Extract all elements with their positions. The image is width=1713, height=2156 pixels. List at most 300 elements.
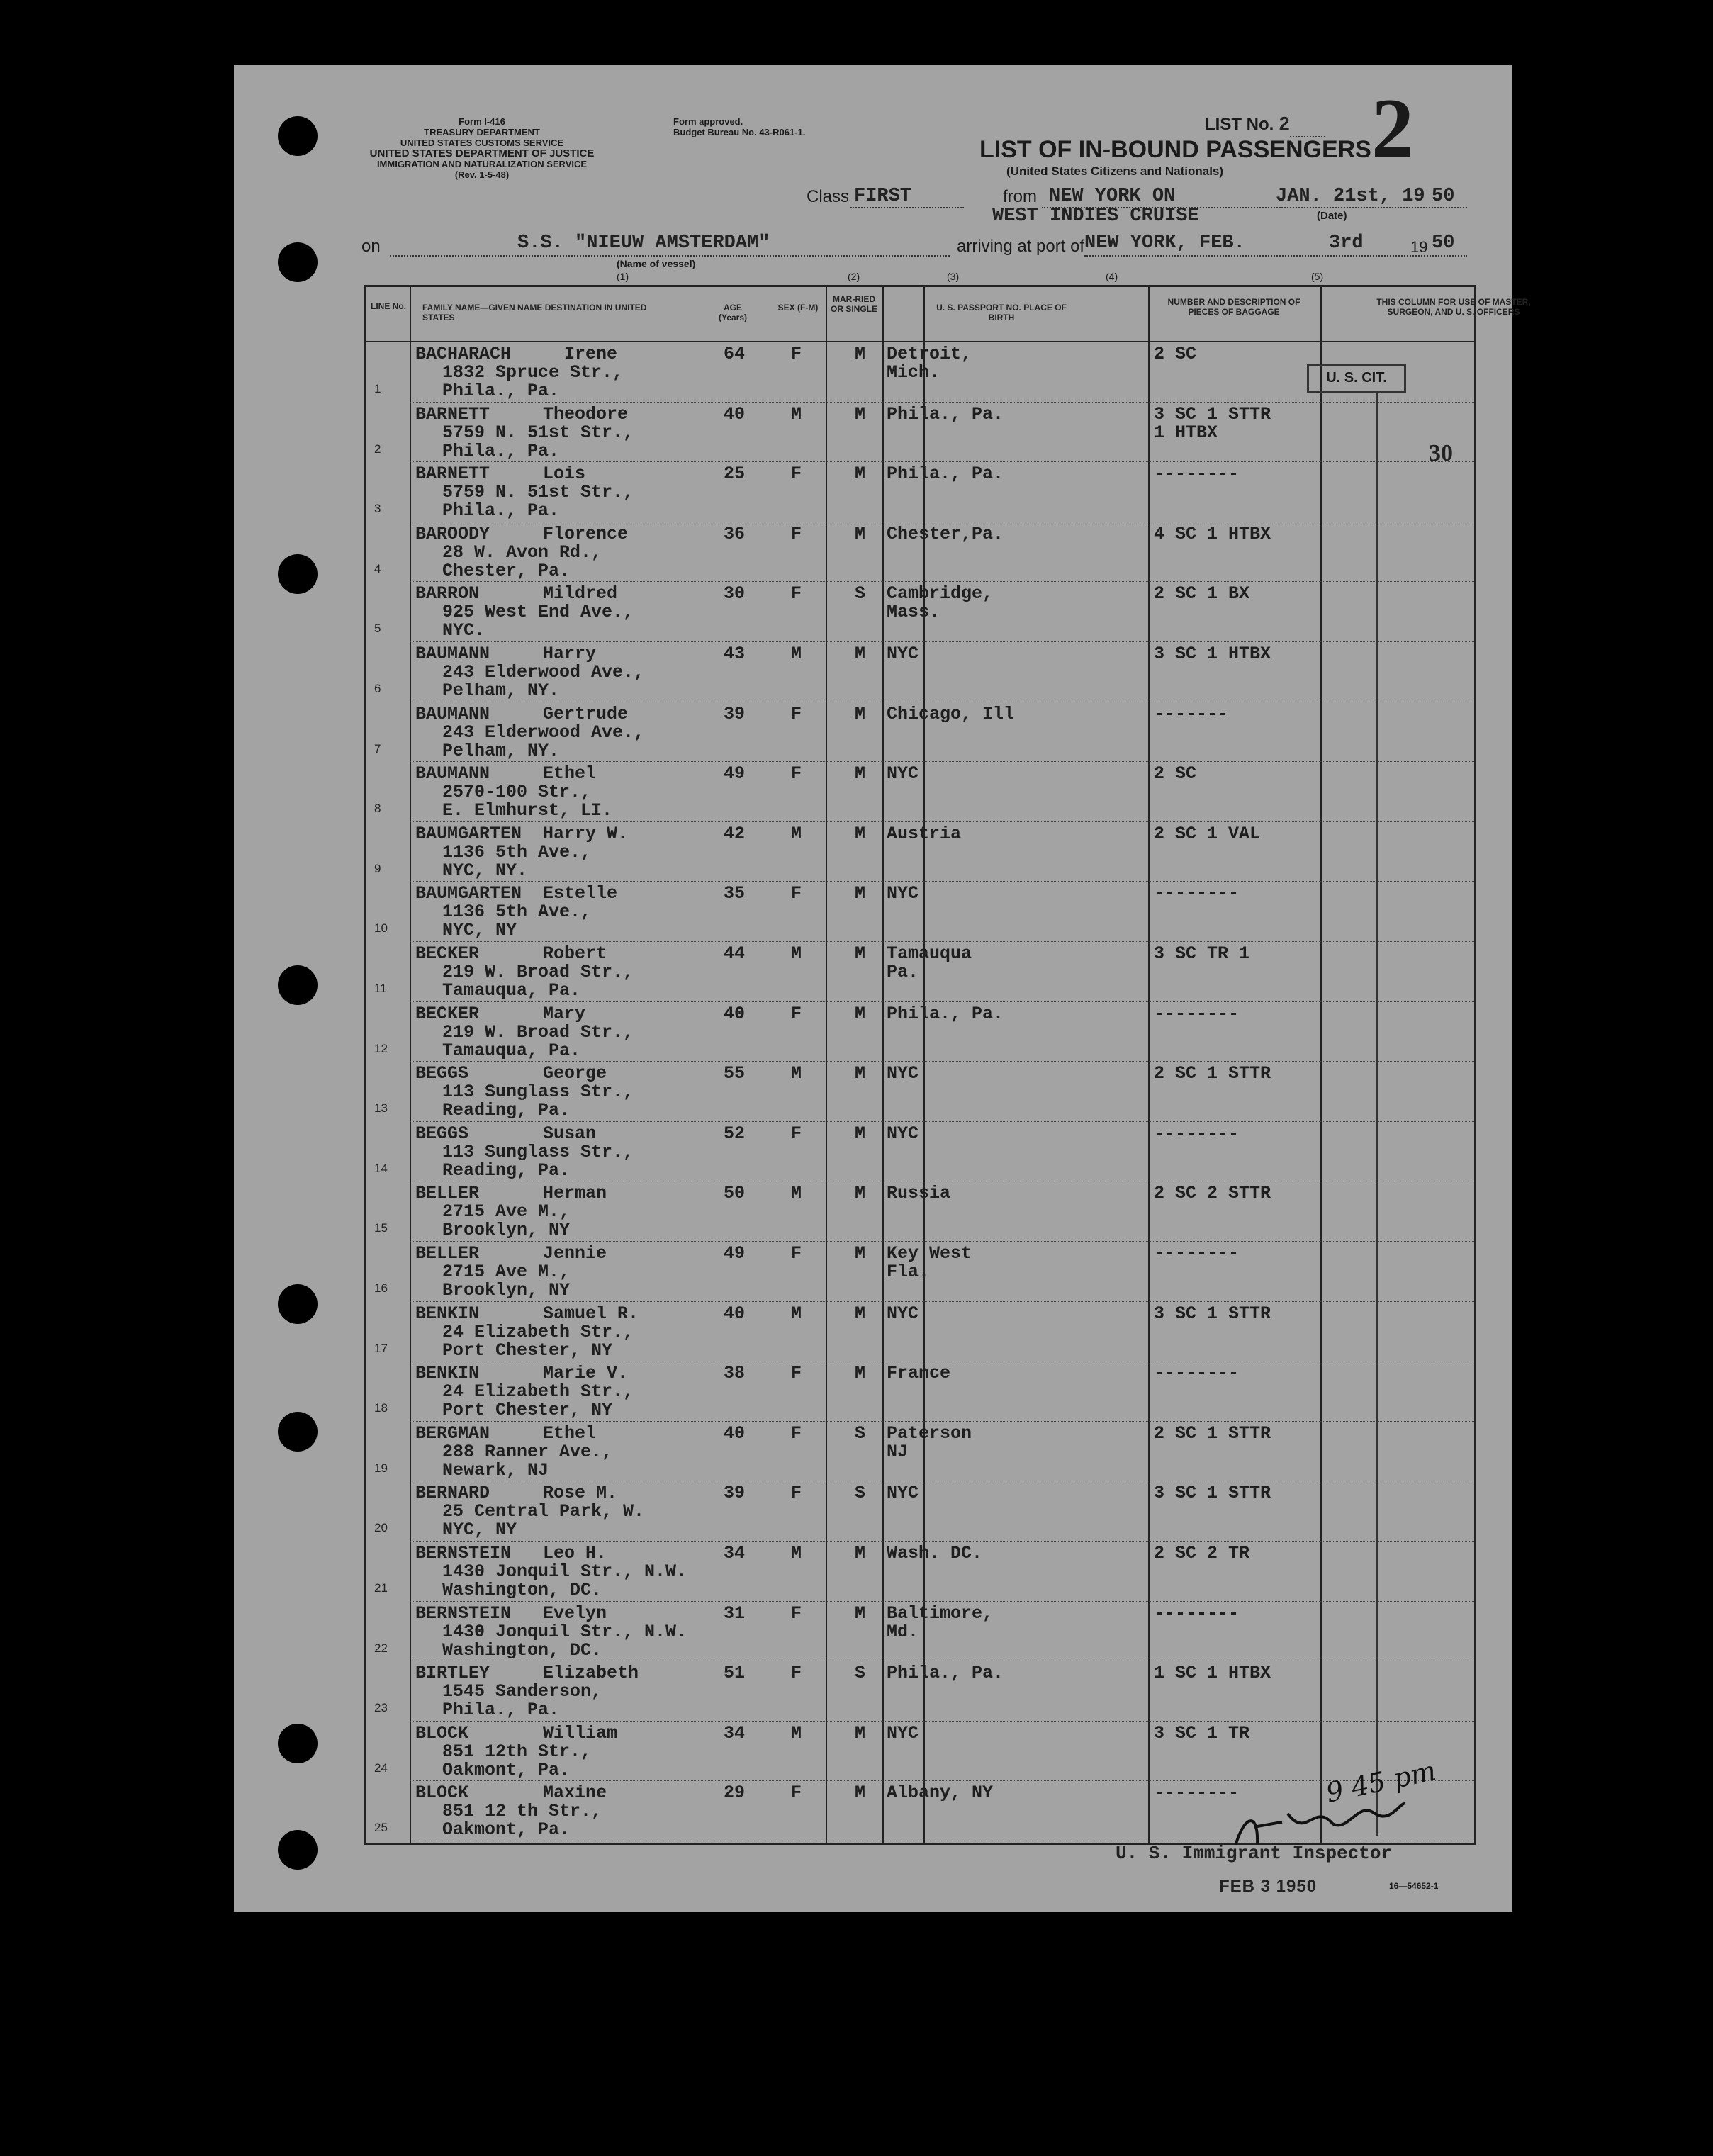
birthplace-line-1: France xyxy=(887,1363,951,1384)
address-line-1: 2570-100 Str., xyxy=(442,782,592,803)
punch-hole xyxy=(278,1830,318,1870)
address-line-1: 5759 N. 51st Str., xyxy=(442,482,634,503)
list-label: LIST No. xyxy=(1205,115,1274,134)
big-list-number: 2 xyxy=(1371,81,1414,175)
address-line-2: Pelham, NY. xyxy=(442,680,560,701)
sex: F xyxy=(791,1782,802,1804)
age: 40 xyxy=(724,403,746,425)
table-row xyxy=(366,1062,1474,1122)
age: 55 xyxy=(724,1063,746,1084)
on-label: on xyxy=(361,237,381,256)
birthplace-line-1: Paterson xyxy=(887,1422,972,1444)
passenger-name: BERNSTEIN Evelyn xyxy=(415,1602,607,1624)
passenger-name: BAUMANN Gertrude xyxy=(415,703,629,724)
address-line-2: Washington, DC. xyxy=(442,1580,602,1600)
address-line-2: Pelham, NY. xyxy=(442,740,560,761)
age: 35 xyxy=(724,883,746,904)
baggage-line-1: -------- xyxy=(1154,1363,1240,1384)
birthplace-line-1: Chester,Pa. xyxy=(887,523,1004,544)
table-row xyxy=(366,462,1474,522)
passenger-name: BARRON Mildred xyxy=(415,583,618,605)
sex: F xyxy=(791,583,802,605)
line-number: 6 xyxy=(374,682,381,695)
passenger-name: BECKER Mary xyxy=(415,1003,586,1024)
sex: F xyxy=(791,703,802,724)
address-line-1: 219 W. Broad Str., xyxy=(442,1021,634,1043)
marital-status: M xyxy=(855,703,866,724)
baggage-line-1: ------- xyxy=(1154,703,1229,724)
age: 40 xyxy=(724,1303,746,1324)
birthplace-line-1: Baltimore, xyxy=(887,1602,994,1624)
marital-status: M xyxy=(855,523,866,544)
baggage-line-1: 2 SC xyxy=(1154,763,1197,785)
address-line-1: 1430 Jonquil Str., N.W. xyxy=(442,1561,687,1582)
baggage-line-2: 1 HTBX xyxy=(1154,422,1218,443)
passenger-name: BAUMGARTEN Harry W. xyxy=(415,823,629,844)
line-number: 16 xyxy=(374,1281,388,1295)
age: 25 xyxy=(724,464,746,485)
age: 40 xyxy=(724,1422,746,1444)
us-citizen-stamp: U. S. CIT. xyxy=(1307,364,1406,393)
form-page xyxy=(234,65,1531,1912)
birthplace-line-2: Mass. xyxy=(887,602,940,623)
age: 40 xyxy=(724,1003,746,1024)
marital-status: M xyxy=(855,1303,866,1324)
line-number: 12 xyxy=(374,1041,388,1055)
form-title: LIST OF IN-BOUND PASSENGERS xyxy=(979,136,1371,163)
passenger-name: BELLER Herman xyxy=(415,1183,607,1204)
age: 34 xyxy=(724,1543,746,1563)
line-number: 21 xyxy=(374,1581,388,1595)
table-row xyxy=(366,1002,1474,1062)
age: 31 xyxy=(724,1602,746,1624)
birthplace-line-1: NYC xyxy=(887,1063,919,1084)
address-line-1: 288 Ranner Ave., xyxy=(442,1441,613,1462)
line-number: 25 xyxy=(374,1821,388,1835)
line-number: 1 xyxy=(374,382,381,395)
marital-status: S xyxy=(855,1483,866,1504)
age: 30 xyxy=(724,583,746,605)
table-row xyxy=(366,1602,1474,1662)
address-line-1: 24 Elizabeth Str., xyxy=(442,1321,634,1342)
marital-status: M xyxy=(855,883,866,904)
class-value: FIRST xyxy=(854,186,912,207)
birthplace-line-1: NYC xyxy=(887,1303,919,1324)
line-number: 7 xyxy=(374,741,381,756)
line-number: 5 xyxy=(374,622,381,636)
marital-status: M xyxy=(855,1722,866,1744)
marital-status: M xyxy=(855,344,866,364)
marital-status: M xyxy=(855,943,866,964)
marital-status: M xyxy=(855,1003,866,1024)
punch-hole xyxy=(278,965,318,1005)
table-row xyxy=(366,1302,1474,1362)
age: 36 xyxy=(724,523,746,544)
line-number: 19 xyxy=(374,1461,388,1475)
passenger-name: BAROODY Florence xyxy=(415,523,629,544)
birthplace-line-1: Key West xyxy=(887,1243,972,1264)
address-line-1: 851 12 th Str., xyxy=(442,1801,602,1822)
address-line-1: 243 Elderwood Ave., xyxy=(442,722,645,743)
sex: F xyxy=(791,1483,802,1504)
arrival-year-prefix: 19 xyxy=(1410,238,1428,256)
table-row xyxy=(366,942,1474,1002)
marital-status: M xyxy=(855,1123,866,1144)
age: 39 xyxy=(724,1483,746,1504)
age: 39 xyxy=(724,703,746,724)
table-row xyxy=(366,1661,1474,1722)
age: 52 xyxy=(724,1123,746,1144)
age: 43 xyxy=(724,644,746,664)
ins-service: IMMIGRATION AND NATURALIZATION SERVICE xyxy=(376,159,588,169)
passenger-name: BLOCK William xyxy=(415,1722,618,1744)
list-number xyxy=(1205,115,1290,136)
sex: M xyxy=(791,1183,802,1204)
address-line-2: Phila., Pa. xyxy=(442,500,560,522)
sex: F xyxy=(791,763,802,785)
address-line-2: E. Elmhurst, LI. xyxy=(442,800,613,821)
col-header-passport: U. S. PASSPORT NO. PLACE OF BIRTH xyxy=(936,303,1067,322)
sex: M xyxy=(791,823,802,844)
address-line-2: NYC. xyxy=(442,620,485,641)
baggage-line-1: -------- xyxy=(1154,1243,1240,1264)
address-line-1: 1430 Jonquil Str., N.W. xyxy=(442,1621,687,1642)
address-line-1: 243 Elderwood Ave., xyxy=(442,662,645,683)
sex: F xyxy=(791,1003,802,1024)
birthplace-line-1: NYC xyxy=(887,763,919,785)
line-number: 18 xyxy=(374,1401,388,1415)
sex: F xyxy=(791,1123,802,1144)
birthplace-line-2: Mich. xyxy=(887,362,940,383)
address-line-1: 1136 5th Ave., xyxy=(442,841,592,863)
line-number: 9 xyxy=(374,861,381,875)
punch-hole xyxy=(278,1284,318,1324)
passenger-name: BAUMGARTEN Estelle xyxy=(415,883,618,904)
address-line-1: 1136 5th Ave., xyxy=(442,902,592,923)
margin-count: 30 xyxy=(1429,440,1453,466)
agency-block xyxy=(354,116,610,180)
vessel-name: S.S. "NIEUW AMSTERDAM" xyxy=(517,232,770,254)
address-line-2: Port Chester, NY xyxy=(442,1400,613,1421)
col-header-age: AGE (Years) xyxy=(718,303,748,322)
baggage-line-1: 2 SC 2 STTR xyxy=(1154,1183,1271,1204)
address-line-2: NYC, NY. xyxy=(442,860,528,881)
age: 29 xyxy=(724,1782,746,1804)
sex: F xyxy=(791,464,802,485)
table-row xyxy=(366,522,1474,583)
passenger-name: BEGGS George xyxy=(415,1063,607,1084)
col-header-sex: SEX (F-M) xyxy=(777,303,819,313)
birthplace-line-1: Russia xyxy=(887,1183,951,1204)
marital-status: M xyxy=(855,1063,866,1084)
punch-hole xyxy=(278,116,318,156)
birthplace-line-1: Wash. DC. xyxy=(887,1543,983,1563)
birthplace-line-1: Chicago, Ill xyxy=(887,703,1015,724)
punch-hole xyxy=(278,242,318,282)
customs-service: UNITED STATES CUSTOMS SERVICE xyxy=(400,137,564,148)
passenger-name: BACHARACH Irene xyxy=(415,344,618,364)
approval-line: Form approved. xyxy=(673,116,743,127)
baggage-line-1: 4 SC 1 HTBX xyxy=(1154,523,1271,544)
sex: M xyxy=(791,943,802,964)
line-number: 24 xyxy=(374,1761,388,1775)
table-row xyxy=(366,882,1474,942)
age: 64 xyxy=(724,344,746,364)
col-header-baggage: NUMBER AND DESCRIPTION OF PIECES OF BAGGAGE xyxy=(1167,297,1301,317)
address-line-2: Phila., Pa. xyxy=(442,381,560,401)
baggage-line-1: -------- xyxy=(1154,1602,1240,1624)
passenger-name: BARNETT Theodore xyxy=(415,403,629,425)
table-row xyxy=(366,1181,1474,1242)
marital-status: M xyxy=(855,464,866,485)
table-row xyxy=(366,1481,1474,1542)
line-number: 8 xyxy=(374,802,381,816)
line-number: 4 xyxy=(374,561,381,576)
address-line-1: 24 Elizabeth Str., xyxy=(442,1381,634,1403)
col-header-officers: THIS COLUMN FOR USE OF MASTER, SURGEON, AND U. S. OFFICERS xyxy=(1376,297,1531,317)
table-row xyxy=(366,1361,1474,1422)
baggage-line-1: 1 SC 1 HTBX xyxy=(1154,1663,1271,1684)
baggage-line-1: -------- xyxy=(1154,1123,1240,1144)
form-subtitle: (United States Citizens and Nationals) xyxy=(1006,164,1224,178)
address-line-2: Washington, DC. xyxy=(442,1639,602,1661)
sex: M xyxy=(791,1063,802,1084)
address-line-1: 851 12th Str., xyxy=(442,1741,592,1762)
sex: M xyxy=(791,1722,802,1744)
baggage-line-1: 3 SC 1 STTR xyxy=(1154,1303,1271,1324)
table-row xyxy=(366,642,1474,702)
birthplace-line-1: NYC xyxy=(887,644,919,664)
baggage-line-1: 3 SC 1 STTR xyxy=(1154,1483,1271,1504)
form-number: Form I-416 xyxy=(459,116,505,127)
birthplace-line-1: NYC xyxy=(887,1722,919,1744)
form-print-code: 16—54652-1 xyxy=(1389,1881,1439,1891)
line-number: 23 xyxy=(374,1701,388,1715)
punch-hole xyxy=(278,1724,318,1763)
baggage-line-1: 3 SC TR 1 xyxy=(1154,943,1250,964)
address-line-2: Newark, NJ xyxy=(442,1459,549,1481)
baggage-line-1: -------- xyxy=(1154,883,1240,904)
birthplace-line-1: Phila., Pa. xyxy=(887,1663,1004,1684)
birthplace-line-2: Pa. xyxy=(887,962,919,982)
vessel-caption: (Name of vessel) xyxy=(617,258,696,269)
birthplace-line-2: Md. xyxy=(887,1621,919,1642)
inspector-title: U. S. Immigrant Inspector xyxy=(1116,1843,1393,1864)
passenger-name: BARNETT Lois xyxy=(415,464,586,485)
punch-hole xyxy=(278,1412,318,1452)
col-num-1: (1) xyxy=(617,271,629,282)
table-row xyxy=(366,403,1474,463)
table-row xyxy=(366,1542,1474,1602)
line-number: 11 xyxy=(374,982,387,995)
inspection-date: FEB 3 1950 xyxy=(1219,1877,1318,1896)
line-number: 14 xyxy=(374,1161,388,1175)
col-num-4: (4) xyxy=(1106,271,1118,282)
address-line-1: 925 West End Ave., xyxy=(442,602,634,623)
birthplace-line-2: Fla. xyxy=(887,1262,930,1282)
address-line-1: 113 Sunglass Str., xyxy=(442,1141,634,1162)
marital-status: M xyxy=(855,1782,866,1804)
revision: (Rev. 1-5-48) xyxy=(454,169,510,180)
line-number: 15 xyxy=(374,1221,388,1235)
marital-status: S xyxy=(855,1422,866,1444)
birthplace-line-1: Austria xyxy=(887,823,962,844)
passenger-name: BAUMANN Harry xyxy=(415,644,597,664)
address-line-1: 5759 N. 51st Str., xyxy=(442,422,634,443)
col-num-3: (3) xyxy=(947,271,960,282)
baggage-line-1: 2 SC xyxy=(1154,344,1197,364)
sex: F xyxy=(791,1422,802,1444)
sex: M xyxy=(791,403,802,425)
baggage-line-1: 2 SC 2 TR xyxy=(1154,1543,1250,1563)
marital-status: M xyxy=(855,1183,866,1204)
address-line-2: Brooklyn, NY xyxy=(442,1280,571,1301)
baggage-line-1: 3 SC 1 STTR xyxy=(1154,403,1271,425)
col-num-5: (5) xyxy=(1311,271,1324,282)
marital-status: M xyxy=(855,644,866,664)
from-value: NEW YORK ON xyxy=(1049,186,1176,207)
birthplace-line-1: Detroit, xyxy=(887,344,972,364)
address-line-1: 25 Central Park, W. xyxy=(442,1501,645,1522)
passenger-name: BAUMANN Ethel xyxy=(415,763,597,785)
departure-date: JAN. 21st, 19 xyxy=(1276,186,1425,207)
address-line-2: Phila., Pa. xyxy=(442,1700,560,1721)
arrival-year: 50 xyxy=(1432,232,1455,254)
punch-hole xyxy=(278,554,318,594)
address-line-2: Tamauqua, Pa. xyxy=(442,1040,581,1061)
baggage-line-1: 3 SC 1 HTBX xyxy=(1154,644,1271,664)
birthplace-line-1: Phila., Pa. xyxy=(887,1003,1004,1024)
baggage-line-1: 2 SC 1 VAL xyxy=(1154,823,1261,844)
birthplace-line-1: Phila., Pa. xyxy=(887,464,1004,485)
marital-status: M xyxy=(855,1363,866,1384)
address-line-1: 1832 Spruce Str., xyxy=(442,362,624,383)
birthplace-line-1: Tamauqua xyxy=(887,943,972,964)
arriving-label: arriving at port of xyxy=(957,237,1085,256)
address-line-1: 2715 Ave M., xyxy=(442,1262,571,1282)
line-number: 17 xyxy=(374,1341,388,1355)
birthplace-line-1: NYC xyxy=(887,883,919,904)
address-line-2: Chester, Pa. xyxy=(442,560,571,581)
approval-block xyxy=(673,116,858,137)
arrival-day: 3rd xyxy=(1329,232,1364,254)
marital-status: M xyxy=(855,763,866,785)
age: 49 xyxy=(724,1243,746,1264)
table-row xyxy=(366,1122,1474,1182)
line-number: 22 xyxy=(374,1641,388,1655)
sex: F xyxy=(791,1363,802,1384)
sex: M xyxy=(791,644,802,664)
address-line-2: Brooklyn, NY xyxy=(442,1220,571,1241)
sex: F xyxy=(791,883,802,904)
passenger-name: BERNSTEIN Leo H. xyxy=(415,1543,607,1563)
baggage-line-1: 2 SC 1 STTR xyxy=(1154,1063,1271,1084)
line-number: 2 xyxy=(374,442,381,456)
treasury-dept: TREASURY DEPARTMENT xyxy=(424,127,540,137)
marital-status: S xyxy=(855,583,866,605)
line-number: 13 xyxy=(374,1101,388,1116)
birthplace-line-1: NYC xyxy=(887,1483,919,1504)
from-value-2: WEST INDIES CRUISE xyxy=(992,206,1199,227)
age: 44 xyxy=(724,943,746,964)
sex: M xyxy=(791,1303,802,1324)
sex: F xyxy=(791,523,802,544)
marital-status: M xyxy=(855,1602,866,1624)
passenger-name: BLOCK Maxine xyxy=(415,1782,607,1804)
table-row xyxy=(366,702,1474,763)
line-number: 10 xyxy=(374,921,388,936)
marital-status: M xyxy=(855,403,866,425)
departure-year: 50 xyxy=(1432,186,1455,207)
vertical-tick-line xyxy=(1376,393,1378,1836)
justice-dept: UNITED STATES DEPARTMENT OF JUSTICE xyxy=(369,147,595,159)
passenger-name: BENKIN Samuel R. xyxy=(415,1303,639,1324)
address-line-2: Reading, Pa. xyxy=(442,1100,571,1121)
line-number: 20 xyxy=(374,1521,388,1535)
address-line-1: 2715 Ave M., xyxy=(442,1201,571,1223)
sex: F xyxy=(791,1602,802,1624)
address-line-2: Oakmont, Pa. xyxy=(442,1819,571,1841)
list-no: 2 xyxy=(1279,115,1291,136)
passenger-table xyxy=(364,285,1531,1845)
birthplace-line-1: Cambridge, xyxy=(887,583,994,605)
birthplace-line-2: NJ xyxy=(887,1441,909,1462)
table-row xyxy=(366,1242,1474,1302)
address-line-2: Reading, Pa. xyxy=(442,1160,571,1181)
passenger-name: BEGGS Susan xyxy=(415,1123,597,1144)
marital-status: S xyxy=(855,1663,866,1684)
table-row xyxy=(366,1422,1474,1482)
col-header-name: FAMILY NAME—GIVEN NAME DESTINATION IN UNITED STATES xyxy=(422,303,647,322)
baggage-line-1: -------- xyxy=(1154,1003,1240,1024)
age: 49 xyxy=(724,763,746,785)
age: 38 xyxy=(724,1363,746,1384)
age: 42 xyxy=(724,823,746,844)
table-row xyxy=(366,1722,1474,1782)
budget-bureau: Budget Bureau No. 43-R061-1. xyxy=(673,127,806,137)
address-line-2: NYC, NY xyxy=(442,920,517,941)
col-header-line: LINE No. xyxy=(371,301,406,311)
sex: F xyxy=(791,1663,802,1684)
age: 50 xyxy=(724,1183,746,1204)
class-label: Class xyxy=(807,187,850,206)
birthplace-line-1: Albany, NY xyxy=(887,1782,994,1804)
arrival-port: NEW YORK, FEB. xyxy=(1084,232,1245,254)
address-line-2: Phila., Pa. xyxy=(442,440,560,461)
address-line-2: Port Chester, NY xyxy=(442,1340,613,1361)
address-line-2: Oakmont, Pa. xyxy=(442,1759,571,1780)
passenger-name: BENKIN Marie V. xyxy=(415,1363,629,1384)
address-line-2: Tamauqua, Pa. xyxy=(442,980,581,1001)
age: 51 xyxy=(724,1663,746,1684)
baggage-line-1: 3 SC 1 TR xyxy=(1154,1722,1250,1744)
table-row xyxy=(366,822,1474,882)
date-caption: (Date) xyxy=(1317,210,1347,222)
marital-status: M xyxy=(855,1243,866,1264)
address-line-1: 113 Sunglass Str., xyxy=(442,1082,634,1103)
passenger-name: BIRTLEY Elizabeth xyxy=(415,1663,639,1684)
marital-status: M xyxy=(855,823,866,844)
address-line-2: NYC, NY xyxy=(442,1520,517,1541)
sex: F xyxy=(791,1243,802,1264)
baggage-line-1: 2 SC 1 BX xyxy=(1154,583,1250,605)
passenger-name: BERNARD Rose M. xyxy=(415,1483,618,1504)
table-row xyxy=(366,582,1474,642)
address-line-1: 219 W. Broad Str., xyxy=(442,962,634,982)
passenger-name: BECKER Robert xyxy=(415,943,607,964)
address-line-1: 28 W. Avon Rd., xyxy=(442,541,602,563)
table-row xyxy=(366,762,1474,822)
